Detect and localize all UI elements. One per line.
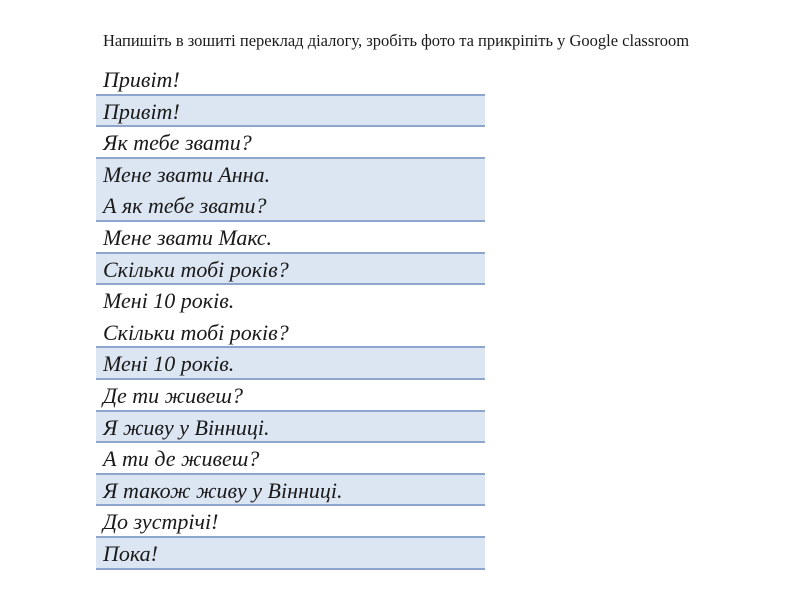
dialogue-line: Скільки тобі років?: [103, 319, 289, 345]
dialogue-line: До зустрічі!: [103, 509, 219, 535]
instruction-text: Напишіть в зошиті переклад діалогу, зробіть фото та прикріпіть у Google classroom: [103, 31, 690, 50]
dialogue-line: Мене звати Макс.: [103, 224, 273, 250]
dialogue-line: Я живу у Вінниці.: [103, 414, 270, 440]
dialogue-row: [96, 64, 485, 96]
dialogue-line: Як тебе звати?: [103, 130, 252, 156]
dialogue-row: [96, 506, 485, 538]
dialogue-row: [96, 254, 485, 286]
dialogue-line: Де ти живеш?: [103, 382, 244, 408]
dialogue-line: Скільки тобі років?: [103, 256, 289, 282]
dialogue-line: Привіт!: [103, 98, 180, 124]
dialogue-table: [96, 64, 485, 570]
dialogue-row: [96, 443, 485, 475]
dialogue-row: [96, 475, 485, 507]
dialogue-line: Привіт!: [103, 67, 180, 92]
dialogue-row: [96, 96, 485, 128]
dialogue-row: [96, 159, 485, 222]
dialogue-line: Мені 10 років.: [103, 351, 235, 377]
dialogue-line: А як тебе звати?: [103, 193, 267, 219]
dialogue-line: Пока!: [103, 540, 158, 566]
dialogue-row: [96, 380, 485, 412]
dialogue-row: [96, 412, 485, 444]
dialogue-line: Я також живу у Вінниці.: [103, 477, 343, 503]
dialogue-row: [96, 538, 485, 570]
dialogue-row: [96, 127, 485, 159]
dialogue-line: Мене звати Анна.: [103, 161, 271, 187]
dialogue-line: Мені 10 років.: [103, 288, 235, 314]
dialogue-row: [96, 222, 485, 254]
dialogue-line: А ти де живеш?: [103, 446, 260, 472]
dialogue-row: [96, 348, 485, 380]
dialogue-row: [96, 285, 485, 348]
